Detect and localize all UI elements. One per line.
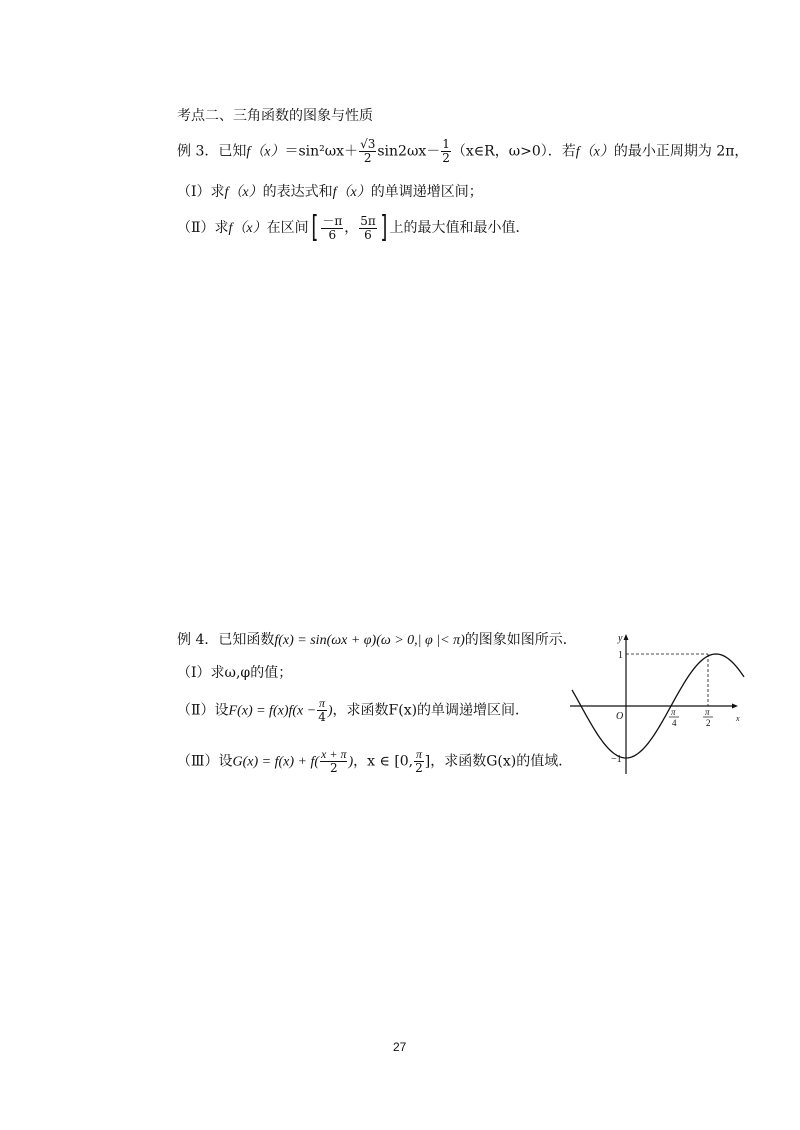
interval-start [321,215,343,242]
sine-graph [568,628,750,780]
ex4-function-definition: f(x) = sin(ωx + φ)(ω > 0,| φ |< π) [274,633,465,648]
example-3-part-1 [177,183,483,202]
ex4-part-3-marker: （Ⅲ）设 [177,753,233,770]
part-2-fx: f（x） [228,221,267,236]
sqrt3-denominator: 2 [363,151,372,165]
x-plus-pi-num: x + π [321,747,347,761]
example-4-statement [177,631,577,650]
tick-pi-2-num: π [705,707,710,717]
left-bracket: [ [310,210,318,245]
part-2-end: 上的最大值和最小值． [389,220,530,236]
pi-over-2 [414,748,424,775]
page-number: 27 [393,1040,407,1054]
x-axis-label: x [736,714,740,723]
interval-separator: ， [344,220,359,236]
interval-start-den: 6 [328,227,337,242]
half-denominator: 2 [442,151,450,165]
x-axis-arrow [732,704,738,709]
ex3-condition-end: 的最小正周期为 2π， [613,143,749,160]
half-numerator: 1 [442,137,450,151]
ex4-part-3-end: ]，求函数G(x)的值域． [424,753,573,770]
pi-over-4-den: 4 [318,710,326,724]
example-3-statement [177,138,748,165]
ex3-eq-part1: ＝sin²ωx＋ [284,143,359,160]
tick-pi-2-den: 2 [706,718,711,728]
part-1-mid: 的表达式和 [262,184,333,200]
ex4-label-end: 的图象如图所示． [464,632,577,648]
ex4-G-definition: G(x) = f(x) + f( [232,754,320,770]
part-1-marker: （Ⅰ）求 [177,184,225,200]
interval-start-num: －π [322,213,343,228]
pi-over-2-den: 2 [415,761,423,775]
ex3-fx: f（x） [246,144,285,160]
ex3-sqrt3-over-2 [359,138,376,165]
example-4-part-3 [177,748,572,775]
y-axis-label: y [618,633,623,644]
ex3-one-half [441,138,451,165]
interval-end-num: 5π [360,213,376,228]
ex3-condition: （x∈R，ω>0）．若 [451,143,576,160]
example-4-part-1: （Ⅰ）求ω,φ的值； [177,665,293,681]
x-plus-pi-over-2 [320,748,347,775]
ex4-F-close: ) [327,703,333,719]
part-1-end: 的单调递增区间； [370,184,483,200]
ex3-eq-part2: sin2ωx－ [377,143,441,160]
sqrt3-numerator: √3 [360,137,376,151]
interval-end-den: 6 [364,227,372,242]
tick-pi-4-den: 4 [672,718,677,728]
pi-over-2-num: π [415,747,422,761]
ex4-domain: ，x ∈ [0, [353,753,414,770]
ex4-part-2-marker: （Ⅱ）设 [177,702,229,719]
interval-end [359,215,377,242]
ex4-G-close: ) [348,754,354,770]
ex4-part-2-end: ，求函数F(x)的单调递增区间． [332,702,530,719]
y-min-label: −1 [611,754,622,765]
x-plus-pi-den: 2 [329,761,338,775]
origin-label: O [616,711,624,722]
part-1-fx: f（x） [224,185,263,200]
ex3-fx-2: f（x） [575,144,614,160]
example-4-part-2 [177,697,529,724]
part-2-marker: （Ⅱ）求 [177,220,229,236]
pi-over-4-num: π [319,696,326,710]
right-bracket: ] [380,210,388,245]
tick-pi-4-num: π [671,707,676,717]
ex4-F-definition: F(x) = f(x)f(x − [228,703,317,719]
ex3-label: 例 3．已知 [177,143,247,160]
example-3-part-2 [177,210,530,245]
part-2-mid: 在区间 [266,220,309,236]
y-max-label: 1 [618,650,623,661]
part-1-fx-2: f（x） [332,185,371,200]
section-title: 考点二、三角函数的图象与性质 [177,108,373,124]
pi-over-4 [317,697,327,724]
y-axis-arrow [624,634,629,640]
ex4-label: 例 4．已知函数 [177,632,275,648]
